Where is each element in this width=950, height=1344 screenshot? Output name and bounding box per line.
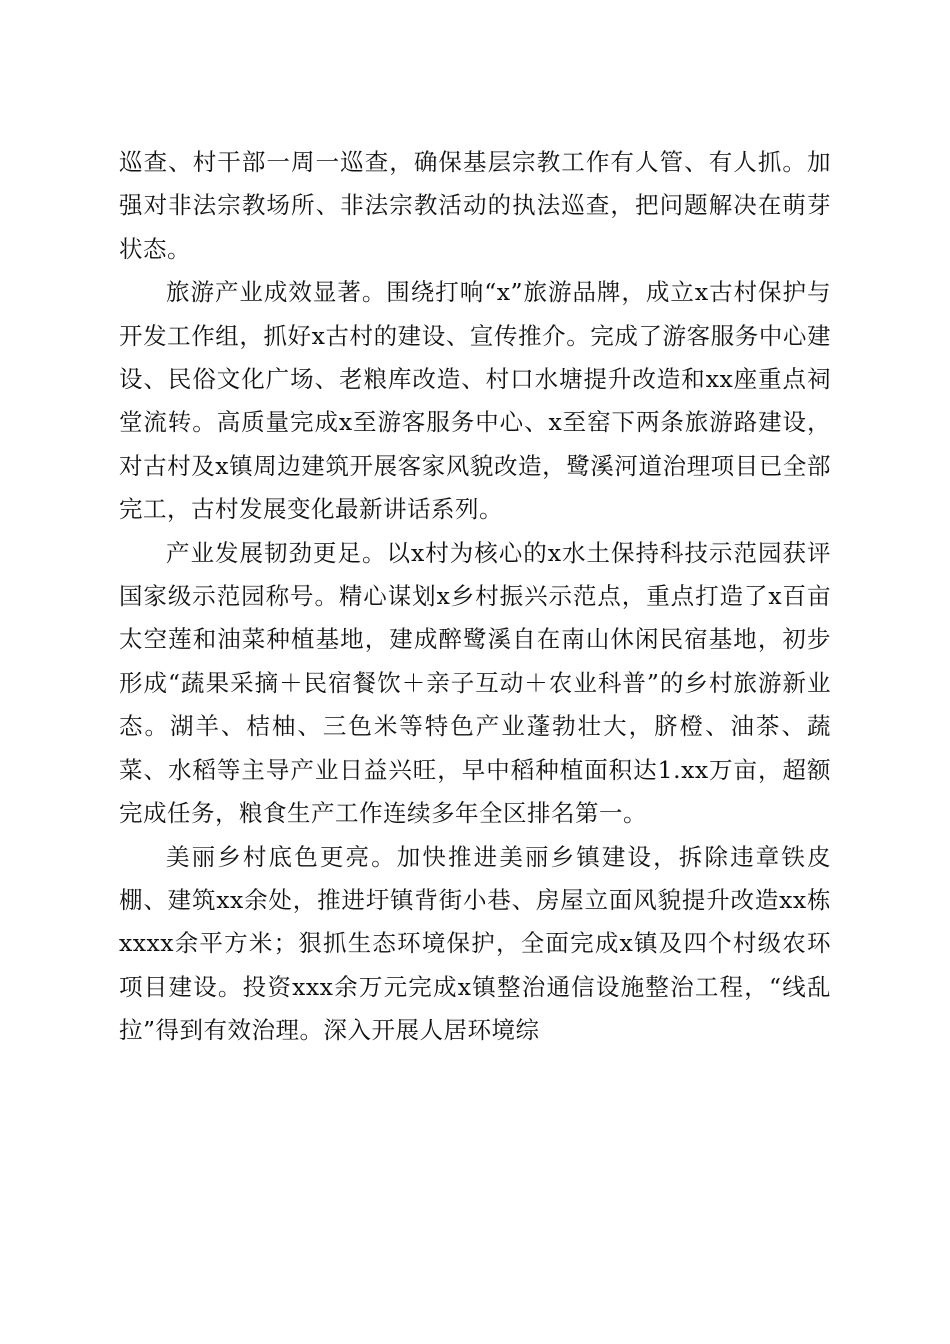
paragraph-continued-inspection: 巡查、村干部一周一巡查，确保基层宗教工作有人管、有人抓。加强对非法宗教场所、非法宗教活动的执法巡查，把问题解决在萌芽状态。 [119,148,831,263]
paragraph-tourism-industry: 旅游产业成效显著。围绕打响“x”旅游品牌，成立x古村保护与开发工作组，抓好x古村的建设、宣传推介。完成了游客服务中心建设、民俗文化广场、老粮库改造、村口水塘提升改造和xx座重点祠堂流转。高质量完成x至游客服务中心、x至窑下两条旅游路建设，对古村及x镇周边建筑开展客家风貌改造，鹭溪河道治理项目已全部完工，古村发展变化最新讲话系列。 [119,278,831,524]
document-body [119,141,831,1053]
paragraph-beautiful-countryside: 美丽乡村底色更亮。加快推进美丽乡镇建设，拆除违章铁皮棚、建筑xx余处，推进圩镇背街小巷、房屋立面风貌提升改造xx栋xxxx余平方米；狠抓生态环境保护，全面完成x镇及四个村级农环项目建设。投资xxx余万元完成x镇整治通信设施整治工程，“线乱拉”得到有效治理。深入开展人居环境综 [119,842,831,1045]
paragraph-industry-development: 产业发展韧劲更足。以x村为核心的x水土保持科技示范园获评国家级示范园称号。精心谋划x乡村振兴示范点，重点打造了x百亩太空莲和油菜种植基地，建成醉鹭溪自在南山休闲民宿基地，初步形成“蔬果采摘＋民宿餐饮＋亲子互动＋农业科普”的乡村旅游新业态。湖羊、桔柚、三色米等特色产业蓬勃壮大，脐橙、油茶、蔬菜、水稻等主导产业日益兴旺，早中稻种植面积达1.xx万亩，超额完成任务，粮食生产工作连续多年全区排名第一。 [119,538,831,828]
